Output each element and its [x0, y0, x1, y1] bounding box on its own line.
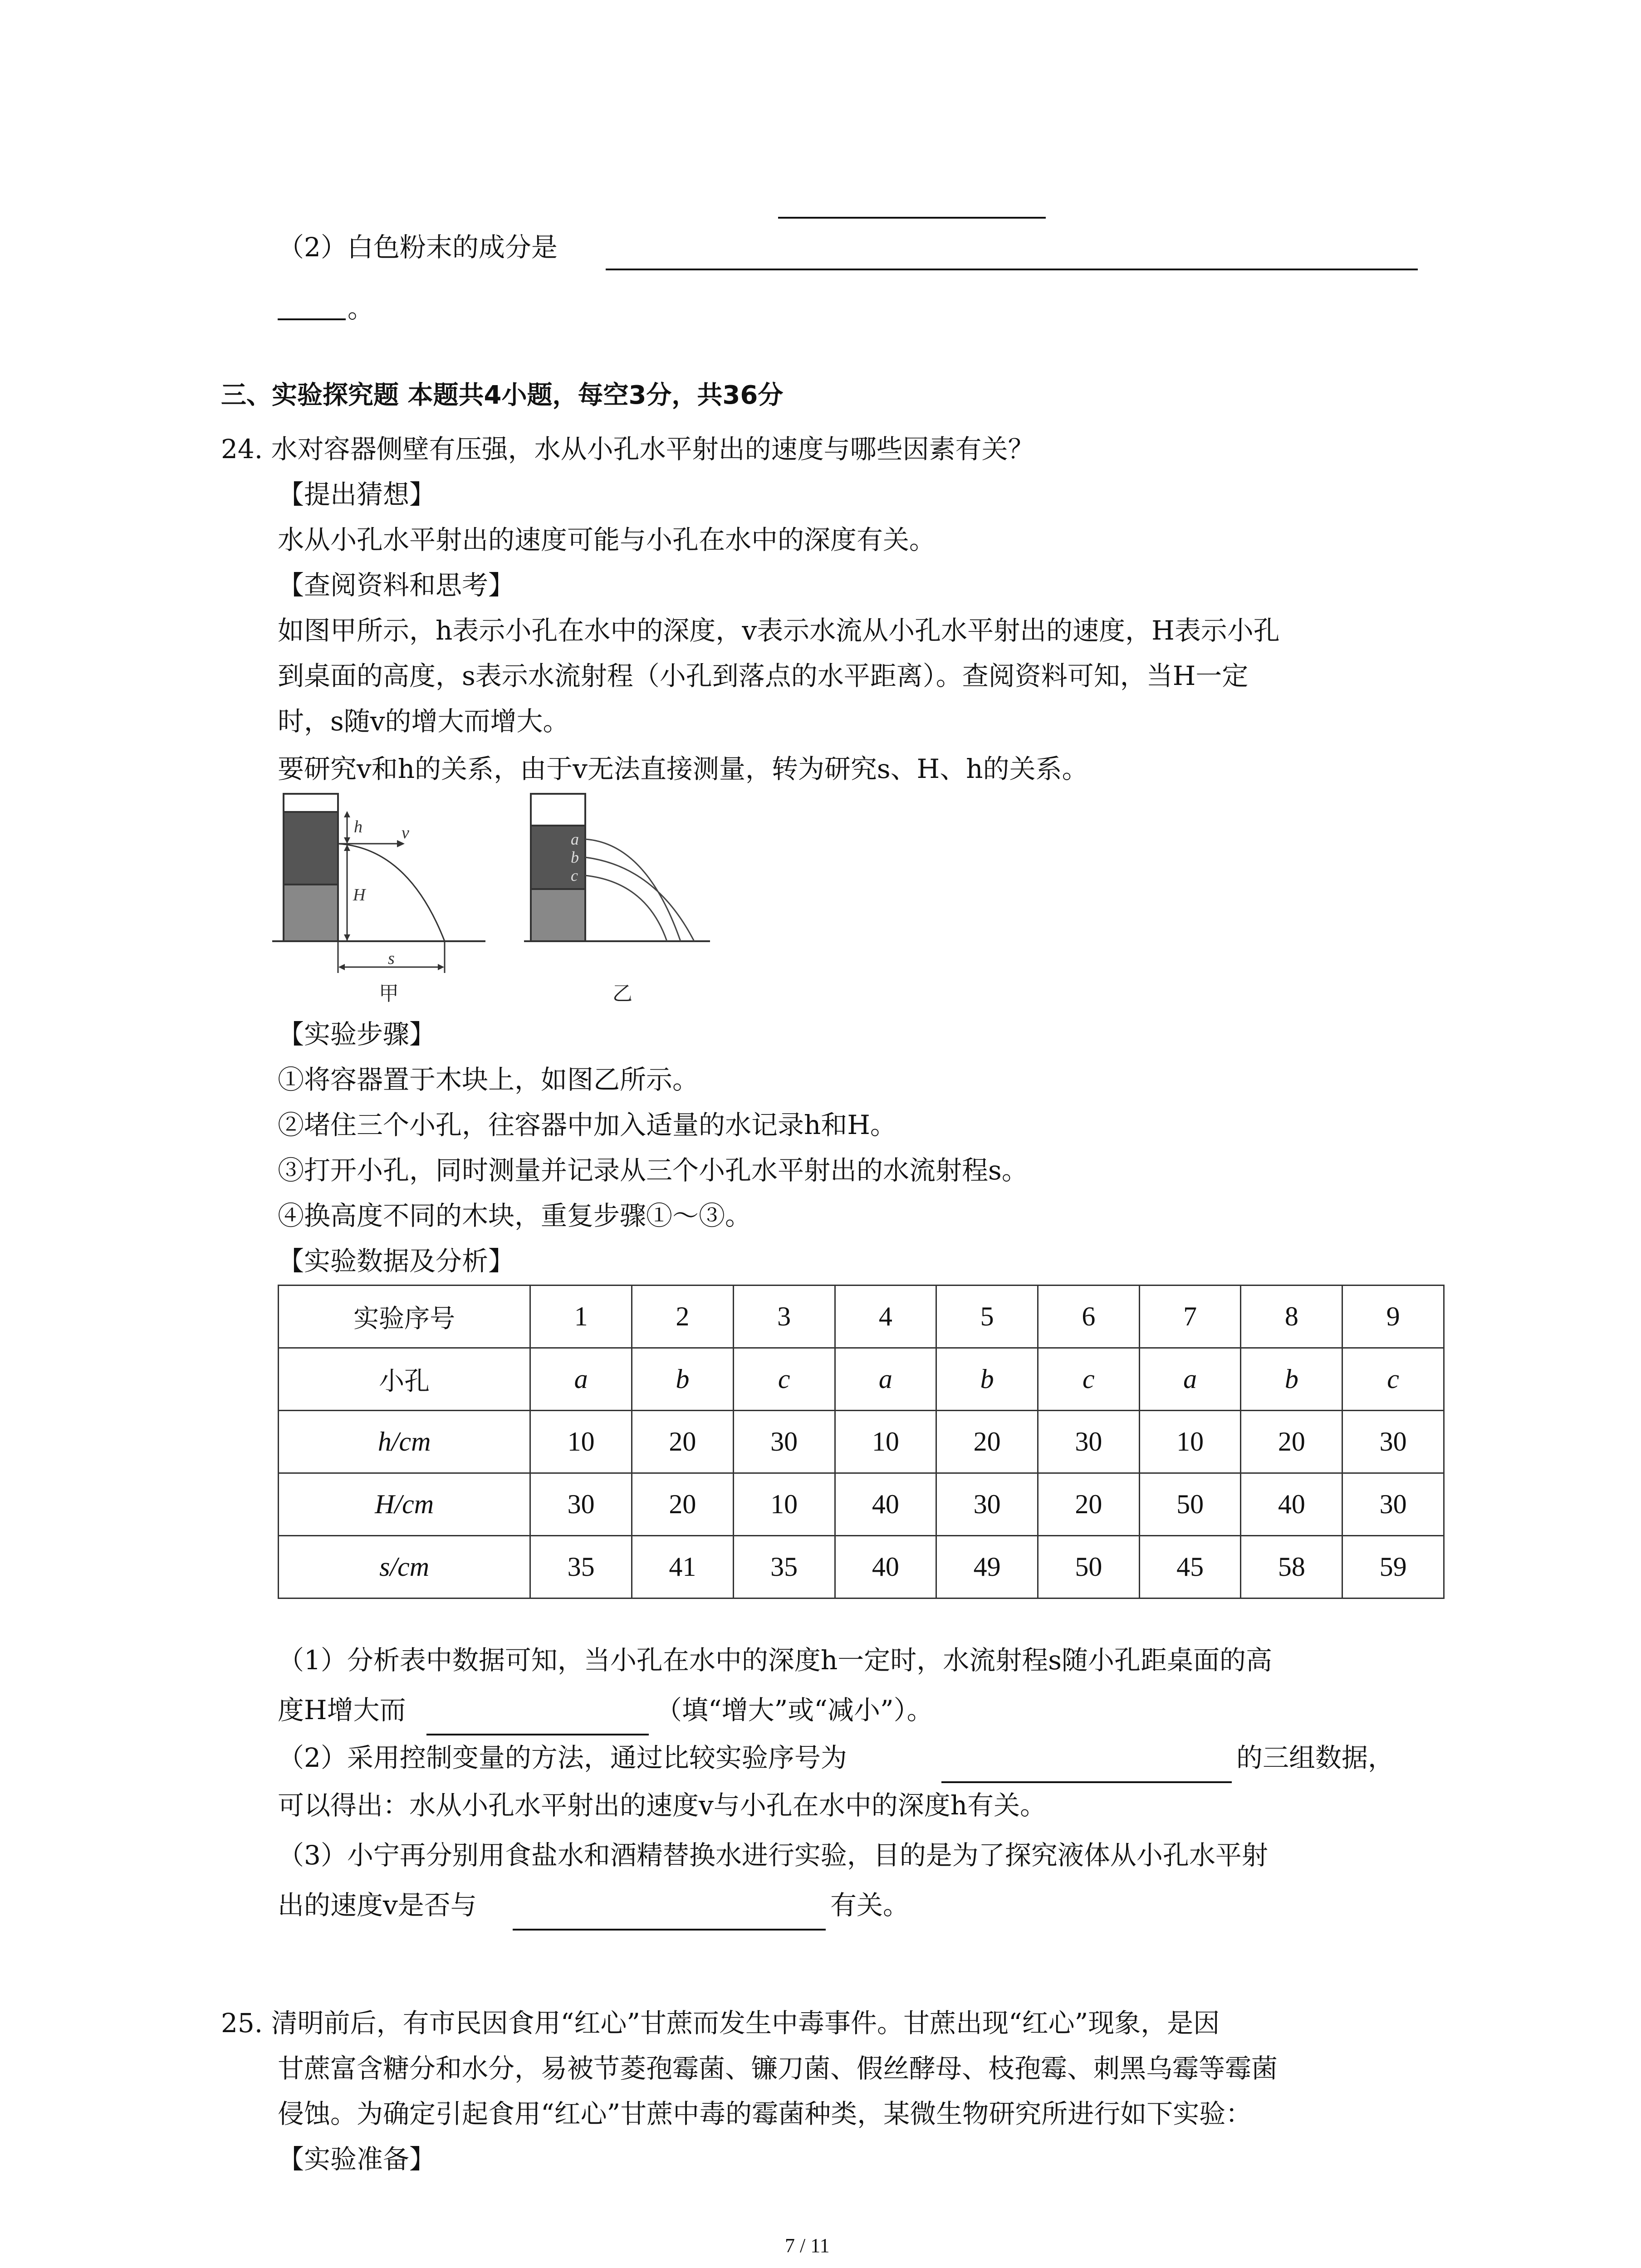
answer-blank-q23-2 — [606, 269, 1418, 270]
q24-para-2: 到桌面的高度，s表示水流射程（小孔到落点的水平距离）。查阅资料可知，当H一定 — [278, 660, 1249, 691]
q24-step-1: ①将容器置于木块上，如图乙所示。 — [278, 1064, 699, 1095]
table-cell: 9 — [1342, 1286, 1444, 1348]
table-cell: b — [632, 1348, 734, 1411]
table-cell: 10 — [835, 1411, 936, 1473]
table-cell: 40 — [835, 1536, 936, 1598]
fig-label-s: s — [388, 949, 395, 968]
q24-item2-line2: 可以得出：水从小孔水平射出的速度v与小孔在水中的深度h有关。 — [278, 1790, 1047, 1821]
q25-line2: 甘蔗富含糖分和水分，易被节菱孢霉菌、镰刀菌、假丝酵母、枝孢霉、刺黑乌霉等霉菌 — [278, 2053, 1278, 2084]
q23-item2-suffix: 。 — [348, 293, 374, 324]
fig-label-b: b — [571, 848, 579, 866]
q24-item3-line2-pre: 出的速度v是否与 — [278, 1890, 477, 1921]
fig-label-a: a — [571, 830, 579, 848]
fig-caption-jia: 甲 — [379, 982, 399, 1005]
q25-line3: 侵蚀。为确定引起食用“红心”甘蔗中毒的霉菌种类，某微生物研究所进行如下实验： — [278, 2098, 1252, 2129]
answer-blank-q24-1 — [426, 1734, 649, 1735]
table-cell: c — [1038, 1348, 1139, 1411]
table-row — [279, 1348, 1444, 1411]
table-cell: 20 — [936, 1411, 1038, 1473]
q24-step-4: ④换高度不同的木块，重复步骤①～③。 — [278, 1200, 752, 1231]
table-cell: 30 — [1342, 1411, 1444, 1473]
table-s-label: s/cm — [279, 1536, 530, 1598]
q24-heading-guess: 【提出猜想】 — [278, 479, 436, 510]
table-cell: 4 — [835, 1286, 936, 1348]
table-cell: a — [530, 1348, 632, 1411]
table-cell: 35 — [733, 1536, 835, 1598]
table-cell: 30 — [936, 1473, 1038, 1536]
answer-blank-q24-3 — [513, 1929, 826, 1931]
table-cell: 20 — [632, 1473, 734, 1536]
q24-item2-line1-pre: （2）采用控制变量的方法，通过比较实验序号为 — [278, 1742, 847, 1773]
q25-line1: 25. 清明前后，有市民因食用“红心”甘蔗而发生中毒事件。甘蔗出现“红心”现象，是因 — [221, 2008, 1220, 2038]
table-cell: 7 — [1139, 1286, 1241, 1348]
q24-heading-research: 【查阅资料和思考】 — [278, 570, 515, 601]
figure-yi — [524, 789, 733, 1016]
table-cell: 1 — [530, 1286, 632, 1348]
answer-blank-q23-2-cont — [278, 318, 346, 320]
q24-item1-line1: （1）分析表中数据可知，当小孔在水中的深度h一定时，水流射程s随小孔距桌面的高 — [278, 1645, 1273, 1676]
table-cell: 59 — [1342, 1536, 1444, 1598]
table-cell: 2 — [632, 1286, 734, 1348]
fig-label-v: v — [402, 823, 409, 842]
table-cell: c — [1342, 1348, 1444, 1411]
table-cell: 30 — [1342, 1473, 1444, 1536]
table-cell: 30 — [733, 1411, 835, 1473]
q23-item2: （2）白色粉末的成分是 — [278, 232, 558, 263]
q24-para-4: 要研究v和h的关系，由于v无法直接测量，转为研究s、H、h的关系。 — [278, 753, 1088, 784]
q24-heading-steps: 【实验步骤】 — [278, 1019, 436, 1050]
figure-jia — [272, 789, 508, 1016]
table-cell: 20 — [632, 1411, 734, 1473]
table-h-label: h/cm — [279, 1411, 530, 1473]
fig-label-h: h — [354, 817, 362, 836]
q24-para-3: 时，s随v的增大而增大。 — [278, 706, 569, 737]
table-row — [279, 1473, 1444, 1536]
fig-label-c: c — [571, 866, 578, 885]
table-row — [279, 1286, 1444, 1348]
q25-heading-prep: 【实验准备】 — [278, 2144, 436, 2175]
table-cell: 49 — [936, 1536, 1038, 1598]
q24-para-1: 如图甲所示，h表示小孔在水中的深度，v表示水流从小孔水平射出的速度，H表示小孔 — [278, 615, 1280, 646]
table-H-label: H/cm — [279, 1473, 530, 1536]
table-cell: 3 — [733, 1286, 835, 1348]
q24-guess: 水从小孔水平射出的速度可能与小孔在水中的深度有关。 — [278, 524, 936, 555]
table-cell: b — [936, 1348, 1038, 1411]
table-cell: b — [1241, 1348, 1342, 1411]
table-row — [279, 1411, 1444, 1473]
table-cell: 8 — [1241, 1286, 1342, 1348]
fig-caption-yi: 乙 — [612, 982, 632, 1005]
answer-blank-top — [778, 217, 1046, 219]
page-number: 7 / 11 — [785, 2234, 830, 2257]
q24-item1-line2-post: （填“增大”或“减小”）。 — [656, 1695, 933, 1725]
table-hole-label: 小孔 — [279, 1348, 530, 1411]
table-cell: 20 — [1038, 1473, 1139, 1536]
table-cell: 45 — [1139, 1536, 1241, 1598]
table-cell: 6 — [1038, 1286, 1139, 1348]
q24-stem: 24. 水对容器侧壁有压强，水从小孔水平射出的速度与哪些因素有关？ — [221, 434, 1034, 464]
table-cell: 20 — [1241, 1411, 1342, 1473]
table-cell: 30 — [1038, 1411, 1139, 1473]
answer-blank-q24-2 — [941, 1781, 1232, 1783]
q24-heading-data: 【实验数据及分析】 — [278, 1246, 515, 1276]
q24-item2-line1-post: 的三组数据， — [1236, 1742, 1395, 1773]
table-cell: 40 — [1241, 1473, 1342, 1536]
table-cell: 40 — [835, 1473, 936, 1536]
table-row — [279, 1536, 1444, 1598]
q24-item3-line1: （3）小宁再分别用食盐水和酒精替换水进行实验，目的是为了探究液体从小孔水平射 — [278, 1840, 1268, 1871]
table-cell: 10 — [530, 1411, 632, 1473]
table-cell: 10 — [1139, 1411, 1241, 1473]
table-cell: 50 — [1139, 1473, 1241, 1536]
table-cell: a — [1139, 1348, 1241, 1411]
table-header-label: 实验序号 — [279, 1286, 530, 1348]
table-cell: 30 — [530, 1473, 632, 1536]
q24-step-2: ②堵住三个小孔，往容器中加入适量的水记录h和H。 — [278, 1110, 896, 1140]
fig-label-H: H — [353, 885, 366, 904]
table-cell: a — [835, 1348, 936, 1411]
table-cell: 50 — [1038, 1536, 1139, 1598]
q24-item1-line2-pre: 度H增大而 — [278, 1695, 406, 1725]
table-cell: 10 — [733, 1473, 835, 1536]
data-table — [278, 1285, 1445, 1599]
table-cell: 35 — [530, 1536, 632, 1598]
table-cell: 58 — [1241, 1536, 1342, 1598]
section-title: 三、实验探究题 本题共4小题，每空3分，共36分 — [221, 381, 784, 410]
q24-step-3: ③打开小孔，同时测量并记录从三个小孔水平射出的水流射程s。 — [278, 1155, 1028, 1186]
table-cell: 5 — [936, 1286, 1038, 1348]
table-cell: 41 — [632, 1536, 734, 1598]
table-cell: c — [733, 1348, 835, 1411]
q24-item3-line2-post: 有关。 — [830, 1890, 910, 1921]
